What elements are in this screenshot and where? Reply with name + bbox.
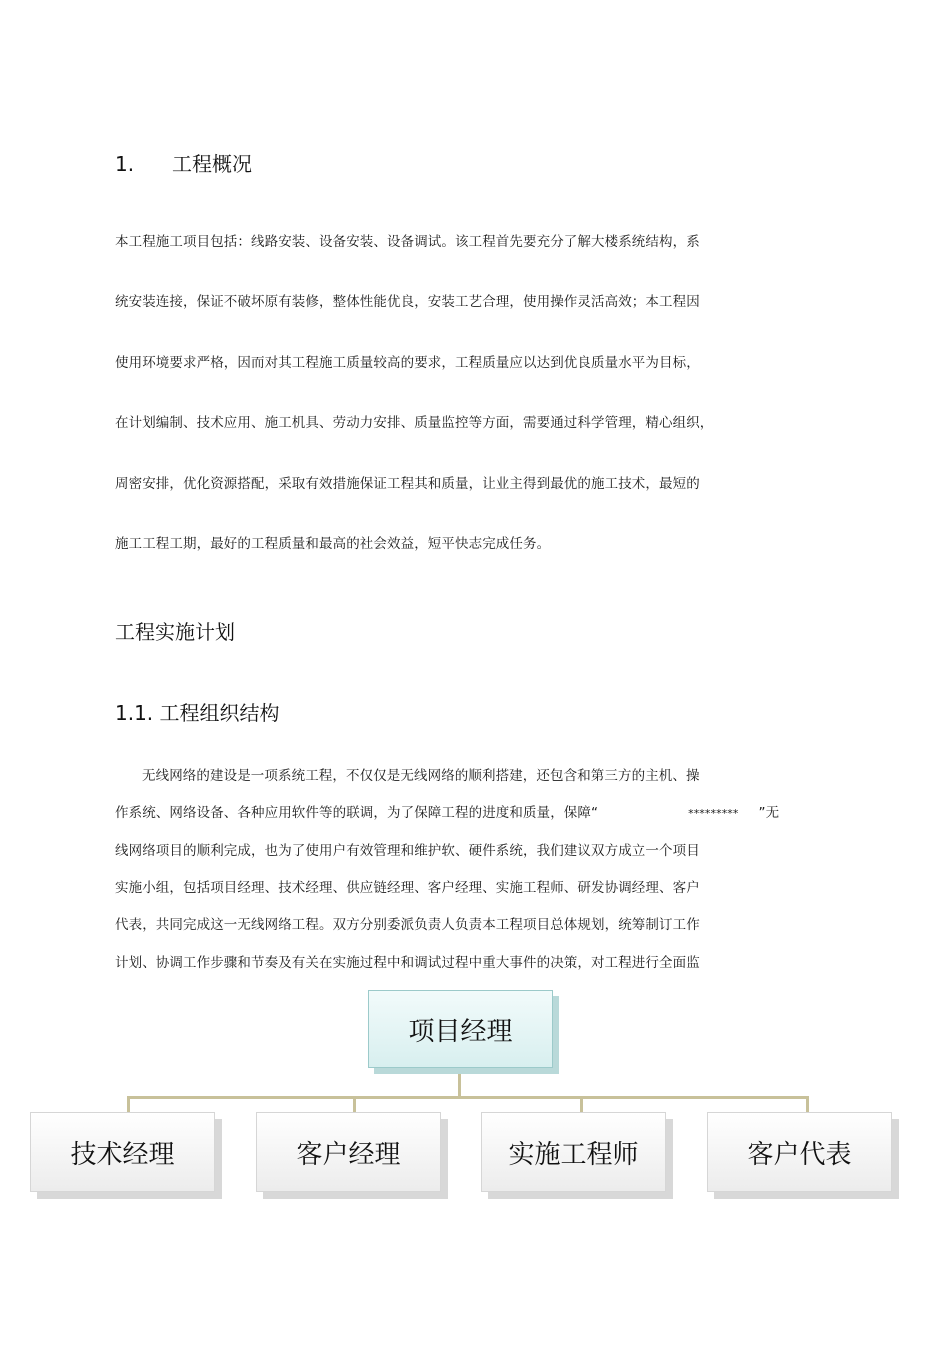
child-connector-1 <box>127 1096 130 1112</box>
section-1-1-title: 1.1. 工程组织结构 <box>115 701 280 725</box>
org-line-1: 无线网络的建设是一项系统工程，不仅仅是无线网络的顺利搭建，还包含和第三方的主机、操 <box>142 768 700 784</box>
org-child-label-2: 客户经理 <box>296 1139 401 1170</box>
org-root-box <box>368 990 553 1068</box>
org-child-box-1 <box>30 1112 215 1192</box>
org-line-6: 计划、协调工作步骤和节奏及有关在实施过程中和调试过程中重大事件的决策，对工程进行全面监 <box>115 955 700 971</box>
org-line-3: 线网络项目的顺利完成，也为了使用户有效管理和维护软、硬件系统，我们建议双方成立一个项目 <box>115 843 700 859</box>
org-child-box-4 <box>707 1112 892 1192</box>
org-line-2-prefix: 作系统、网络设备、各种应用软件等的联调，为了保障工程的进度和质量，保障“ <box>115 805 599 821</box>
child-connector-4 <box>806 1096 809 1112</box>
overview-line-3: 使用环境要求严格，因而对其工程施工质量较高的要求，工程质量应以达到优良质量水平为目标， <box>115 355 700 371</box>
org-child-label-1: 技术经理 <box>70 1139 175 1170</box>
org-line-5: 代表，共同完成这一无线网络工程。双方分别委派负责人负责本工程项目总体规划，统筹制订工作 <box>115 917 700 933</box>
org-line-2 <box>115 804 779 823</box>
org-child-box-3 <box>481 1112 666 1192</box>
org-line-4: 实施小组，包括项目经理、技术经理、供应链经理、客户经理、实施工程师、研发协调经理、客户 <box>115 880 700 896</box>
org-root-label: 项目经理 <box>408 1016 513 1047</box>
section-1-heading <box>115 152 252 176</box>
section-1-title: 工程概况 <box>172 152 252 176</box>
overview-line-4: 在计划编制、技术应用、施工机具、劳动力安排、质量监控等方面，需要通过科学管理，精心组织， <box>115 415 714 431</box>
masked-project-name: ********* <box>688 807 739 820</box>
org-line-2-suffix: ”无 <box>758 805 780 821</box>
org-child-box-2 <box>256 1112 441 1192</box>
overview-line-6: 施工工程工期，最好的工程质量和最高的社会效益，短平快志完成任务。 <box>115 536 551 552</box>
org-child-label-3: 实施工程师 <box>508 1139 639 1170</box>
overview-line-1: 本工程施工项目包括：线路安装、设备安装、设备调试。该工程首先要充分了解大楼系统结构，系 <box>115 234 700 250</box>
child-connector-2 <box>353 1096 356 1112</box>
org-child-label-4: 客户代表 <box>747 1139 852 1170</box>
overview-line-5: 周密安排，优化资源搭配，采取有效措施保证工程其和质量，让业主得到最优的施工技术，最短的 <box>115 476 700 492</box>
overview-line-2: 统安装连接，保证不破坏原有装修，整体性能优良，安装工艺合理，使用操作灵活高效；本工程因 <box>115 294 700 310</box>
child-connector-3 <box>580 1096 583 1112</box>
root-connector <box>458 1068 461 1098</box>
section-2-title: 工程实施计划 <box>115 620 235 644</box>
horizontal-connector <box>127 1096 809 1099</box>
section-1-number: 1. <box>115 152 135 176</box>
